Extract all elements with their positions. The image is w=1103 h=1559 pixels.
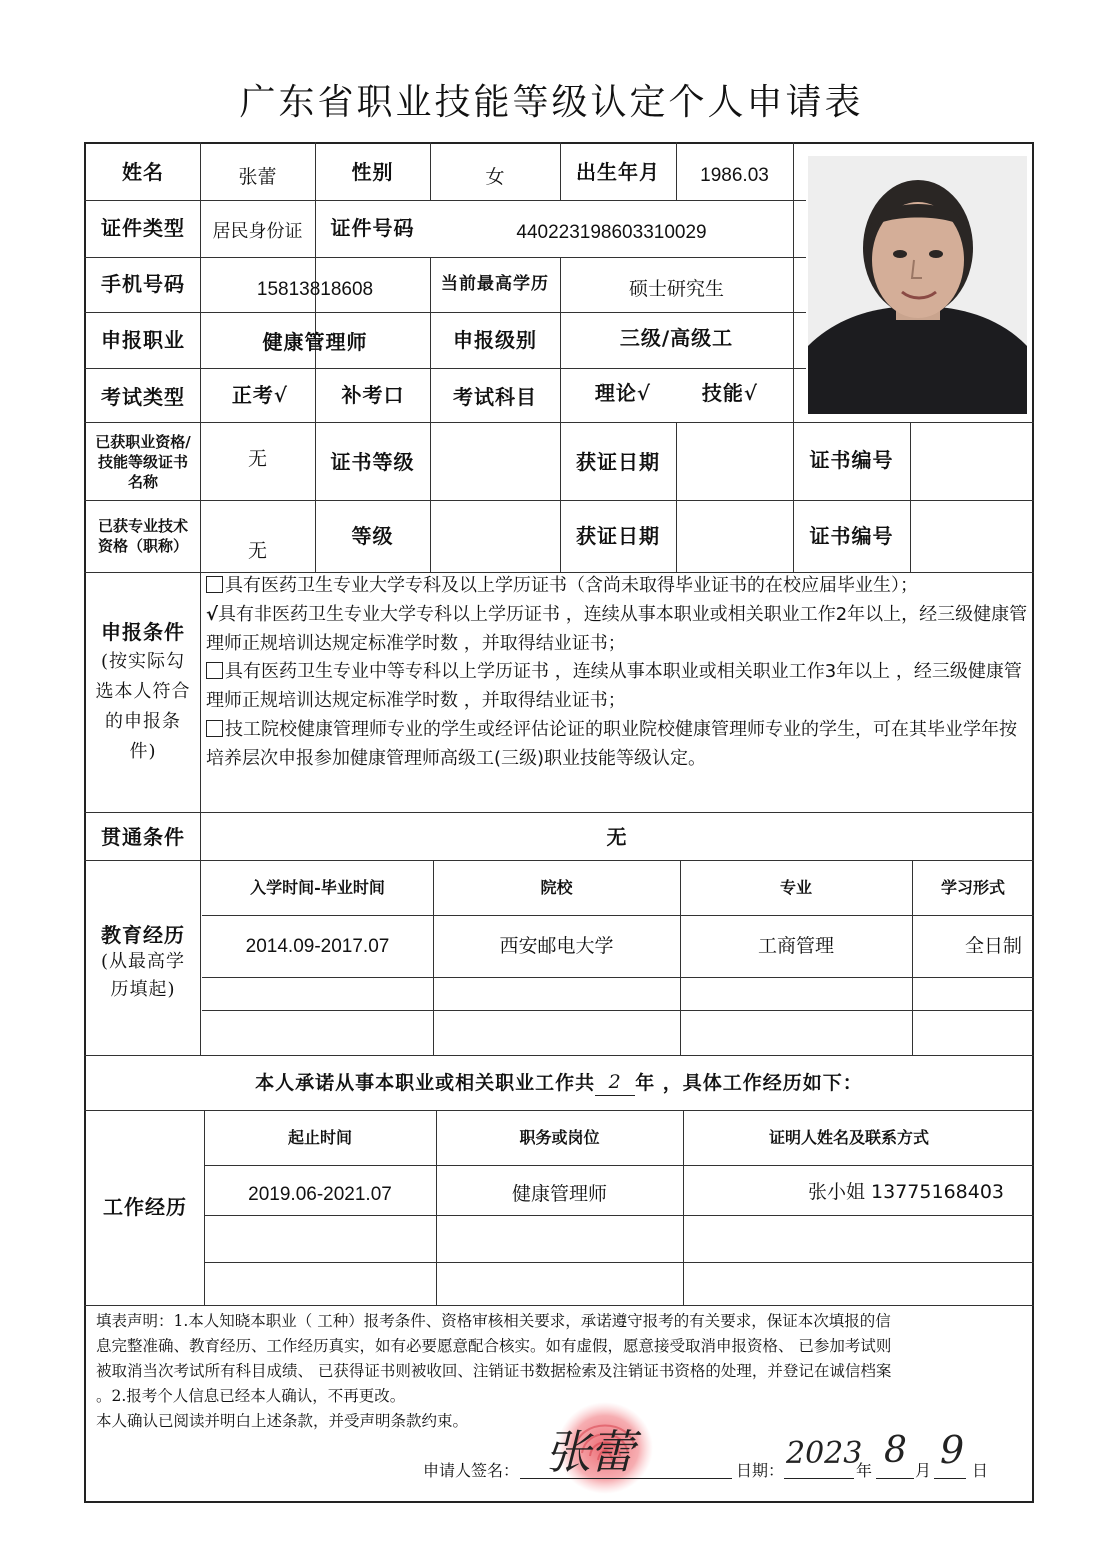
sign-label: 申请人签名：	[423, 1461, 520, 1480]
checkmark-icon[interactable]: √	[206, 603, 219, 625]
applicant-photo	[808, 156, 1027, 414]
portrait-image	[808, 156, 1027, 414]
form-title: 广东省职业技能等级认定个人申请表	[239, 82, 864, 123]
edu-row-period: 2014.09-2017.07	[245, 936, 390, 958]
work-row-reference: 张小姐 13775168403	[808, 1181, 1005, 1204]
rule	[910, 422, 911, 572]
education-label: 当前最高学历	[441, 273, 549, 294]
subject-skill-option[interactable]: 技能√	[701, 380, 759, 405]
cert-no-label: 证书编号	[809, 447, 894, 472]
rule	[202, 1010, 1034, 1011]
work-section-label: 工作经历	[103, 1195, 187, 1219]
id-no-label: 证件号码	[330, 216, 415, 240]
conditions-label	[86, 620, 200, 770]
exam-makeup-option[interactable]: 补考口	[341, 382, 405, 407]
work-header-position: 职务或岗位	[519, 1127, 600, 1147]
edu-header-major: 专业	[779, 877, 812, 897]
rule	[676, 422, 677, 572]
rule	[202, 915, 1034, 916]
condition-item[interactable]: 具有医药卫生专业中等专科以上学历证书 ，连续从事本职业或相关职业工作3年以上 ，经三级健康管理师正规培训达规定标准学时数 ，并取得结业证书；	[206, 661, 1022, 712]
through-value: 无	[606, 824, 628, 849]
date-label: 日期：	[736, 1461, 785, 1480]
birth-value: 1986.03	[700, 165, 769, 187]
pledge-prefix: 本人承诺从事本职业或相关职业工作共	[255, 1071, 596, 1094]
title-date-label: 获证日期	[576, 523, 660, 548]
edu-row-major: 工商管理	[757, 935, 834, 958]
month-underline	[876, 1478, 914, 1479]
edu-row-school: 西安邮电大学	[499, 935, 614, 958]
phone-label: 手机号码	[101, 272, 185, 296]
title-no-label: 证书编号	[809, 523, 894, 548]
checkbox-icon[interactable]	[206, 662, 223, 679]
declaration-line: 填表声明：1.本人知晓本职业（ 工种）报考条件、资格审核相关要求，承诺遵守报考的有关要求，保证本次填报的信	[96, 1312, 891, 1330]
level-value: 三级/高级工	[619, 325, 734, 350]
year-unit: 年	[856, 1461, 873, 1480]
subject-label: 考试科目	[453, 384, 537, 409]
rule	[204, 1165, 1034, 1166]
education-label-sub: (从最高学历填起)	[100, 950, 186, 1000]
qualification-label: 已获职业资格/技能等级证书名称	[95, 432, 191, 492]
pledge-line	[86, 1057, 1032, 1110]
edu-row-mode: 全日制	[964, 935, 1022, 958]
education-value: 硕士研究生	[628, 277, 724, 300]
edu-header-mode: 学习形式	[940, 877, 1005, 897]
conditions-list	[206, 572, 1028, 774]
name-value: 张蕾	[238, 166, 277, 189]
condition-item[interactable]: √具有非医药卫生专业大学专科以上学历证书 ，连续从事本职业或相关职业工作2年以上，经三级健康管理师正规培训达规定标准学时数 ，并取得结业证书；	[206, 603, 1028, 654]
date-day[interactable]: 9	[940, 1428, 965, 1472]
exam-type-label: 考试类型	[101, 384, 185, 409]
through-label: 贯通条件	[101, 824, 185, 849]
pledge-years[interactable]: 2	[595, 1071, 635, 1096]
job-label: 申报职业	[101, 327, 185, 352]
work-header-reference: 证明人姓名及联系方式	[769, 1127, 930, 1147]
level-label: 申报级别	[453, 327, 537, 352]
rule	[84, 1305, 1034, 1306]
qualification-value: 无	[247, 448, 267, 471]
date-month[interactable]: 8	[884, 1430, 907, 1471]
title-grade-label: 等级	[351, 523, 394, 548]
rule	[202, 977, 1034, 978]
declaration-line: 息完整准确、教育经历、工作经历真实，如有必要愿意配合核实。如有虚假，愿意接受取消申报资格、 已参加考试则	[96, 1337, 892, 1355]
education-section-label	[86, 918, 200, 1008]
id-no-value: 440223198603310029	[516, 221, 707, 243]
rule	[204, 1262, 1034, 1263]
cert-date-label: 获证日期	[576, 449, 660, 474]
month-unit: 月	[915, 1461, 932, 1480]
declaration-line: 。2.报考个人信息已经本人确认，不再更改。	[96, 1387, 406, 1405]
cert-grade-label: 证书等级	[330, 449, 415, 474]
job-value: 健康管理师	[262, 329, 368, 354]
id-type-label: 证件类型	[101, 216, 185, 240]
handwritten-signature[interactable]: 张蕾	[545, 1425, 633, 1479]
id-type-value: 居民身份证	[212, 221, 303, 243]
condition-item[interactable]: 具有医药卫生专业大学专科及以上学历证书（含尚未取得毕业证书的在校应届毕业生）；	[206, 572, 1028, 601]
edu-header-period: 入学时间-毕业时间	[250, 877, 385, 897]
work-header-period: 起止时间	[287, 1127, 352, 1147]
checkbox-icon[interactable]	[206, 576, 223, 593]
date-year[interactable]: 2023	[786, 1436, 863, 1471]
year-underline	[784, 1478, 854, 1479]
education-label-main: 教育经历	[101, 922, 185, 947]
work-row-position: 健康管理师	[511, 1183, 607, 1206]
birth-label: 出生年月	[576, 159, 660, 184]
declaration-line: 被取消当次考试所有科目成绩、 已获得证书则被收回、注销证书数据检索及注销证书资格的处理，并登记在诚信档案	[96, 1362, 892, 1380]
title-qualification-label: 已获专业技术资格（职称）	[97, 516, 188, 555]
subject-theory-option[interactable]: 理论√	[594, 380, 652, 405]
day-underline	[934, 1478, 966, 1479]
name-label: 姓名	[122, 159, 164, 184]
phone-value: 15813818608	[256, 278, 374, 300]
title-qualification-value: 无	[247, 540, 267, 563]
pledge-suffix: 年 ，具体工作经历如下：	[635, 1071, 863, 1094]
work-row-period: 2019.06-2021.07	[248, 1184, 392, 1206]
condition-item[interactable]: 技工院校健康管理师专业的学生或经评估论证的职业院校健康管理师专业的学生，可在其毕业学年按培养层次申报参加健康管理师高级工(三级)职业技能等级认定。	[206, 718, 1017, 769]
declaration-line: 本人确认已阅读并明白上述条款，并受声明条款约束。	[96, 1412, 469, 1430]
rule	[84, 812, 1034, 813]
checkbox-icon[interactable]	[206, 720, 223, 737]
conditions-label-sub: (按实际勾选本人符合的申报条件)	[95, 651, 191, 762]
exam-regular-option[interactable]: 正考√	[231, 382, 289, 407]
gender-label: 性别	[351, 159, 394, 184]
conditions-label-main: 申报条件	[101, 620, 185, 644]
day-unit: 日	[972, 1461, 989, 1480]
rule	[84, 1055, 1034, 1056]
gender-value: 女	[485, 166, 505, 189]
edu-header-school: 院校	[540, 877, 573, 897]
